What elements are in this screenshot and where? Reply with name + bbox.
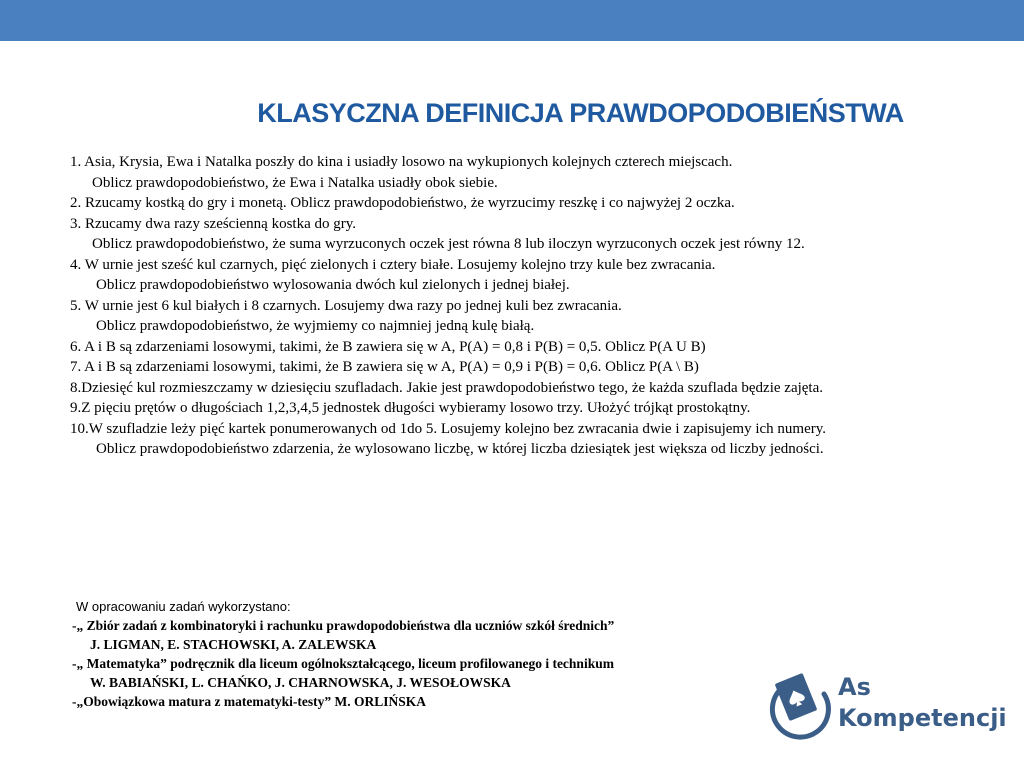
logo-text bbox=[838, 672, 1007, 734]
slide-title: KLASYCZNA DEFINICJA PRAWDOPODOBIEŃSTWA bbox=[257, 98, 904, 128]
spade-card-icon bbox=[768, 668, 834, 744]
task-line: 2. Rzucamy kostką do gry i monetą. Oblicz prawdopodobieństwo, że wyrzucimy reszkę i co najwyżej 2 oczka. bbox=[70, 195, 735, 211]
logo-line-1: As bbox=[838, 673, 871, 701]
task-line: 6. A i B są zdarzeniami losowymi, takimi, że B zawiera się w A, P(A) = 0,8 i P(B) = 0,5. Oblicz P(A U B) bbox=[70, 338, 706, 355]
task-line: 4. W urnie jest sześć kul czarnych, pięć zielonych i cztery białe. Losujemy kolejno trzy kule bez zwracania. bbox=[70, 256, 716, 273]
sources-lead: W opracowaniu zadań wykorzystano: bbox=[76, 599, 291, 614]
sources-section bbox=[72, 597, 772, 711]
top-bar bbox=[0, 0, 1024, 41]
logo bbox=[768, 668, 1007, 748]
task-line: Oblicz prawdopodobieństwo wylosowania dwóch kul zielonych i jednej białej. bbox=[96, 277, 570, 293]
task-line: Oblicz prawdopodobieństwo, że wyjmiemy co najmniej jedną kulę białą. bbox=[96, 318, 535, 334]
task-list bbox=[70, 152, 890, 460]
task-line: 5. W urnie jest 6 kul białych i 8 czarnych. Losujemy dwa razy po jednej kuli bez zwracania. bbox=[70, 297, 622, 314]
task-line: 9.Z pięciu prętów o długościach 1,2,3,4,5 jednostek długości wybieramy losowo trzy. Ułożyć trójkąt prostokątny. bbox=[70, 400, 751, 416]
task-line: 8.Dziesięć kul rozmieszczamy w dziesięciu szufladach. Jakie jest prawdopodobieństwo tego, że każda szuflada będzie zajęta. bbox=[70, 379, 824, 396]
source-line: -„Obowiązkowa matura z matematyki-testy” M. ORLIŃSKA bbox=[72, 694, 426, 709]
task-line: 10.W szufladzie leży pięć kartek ponumerowanych od 1do 5. Losujemy kolejno bez zwracania dwie i zapisujemy ich numery. bbox=[70, 420, 826, 437]
source-line: W. BABIAŃSKI, L. CHAŃKO, J. CHARNOWSKA, J. WESOŁOWSKA bbox=[90, 675, 511, 690]
task-line: Oblicz prawdopodobieństwo zdarzenia, że wylosowano liczbę, w której liczba dziesiątek jest większa od liczby jedności. bbox=[96, 441, 824, 457]
task-line: Oblicz prawdopodobieństwo, że suma wyrzuconych oczek jest równa 8 lub iloczyn wyrzuconych oczek jest równy 12. bbox=[92, 236, 805, 252]
task-line: 3. Rzucamy dwa razy sześcienną kostka do gry. bbox=[70, 215, 357, 232]
task-line: Oblicz prawdopodobieństwo, że Ewa i Natalka usiadły obok siebie. bbox=[92, 174, 498, 191]
source-line: J. LIGMAN, E. STACHOWSKI, A. ZALEWSKA bbox=[90, 637, 377, 652]
task-line: 7. A i B są zdarzeniami losowymi, takimi, że B zawiera się w A, P(A) = 0,9 i P(B) = 0,6. Oblicz P(A \ B) bbox=[70, 359, 699, 375]
task-line: 1. Asia, Krysia, Ewa i Natalka poszły do kina i usiadły losowo na wykupionych kolejnych czterech miejscach. bbox=[70, 154, 733, 170]
source-line: -„ Matematyka” podręcznik dla liceum ogólnokształcącego, liceum profilowanego i technikum bbox=[72, 656, 614, 671]
logo-line-2: Kompetencji bbox=[838, 704, 1007, 732]
source-line: -„ Zbiór zadań z kombinatoryki i rachunku prawdopodobieństwa dla uczniów szkół średnich” bbox=[72, 618, 615, 633]
